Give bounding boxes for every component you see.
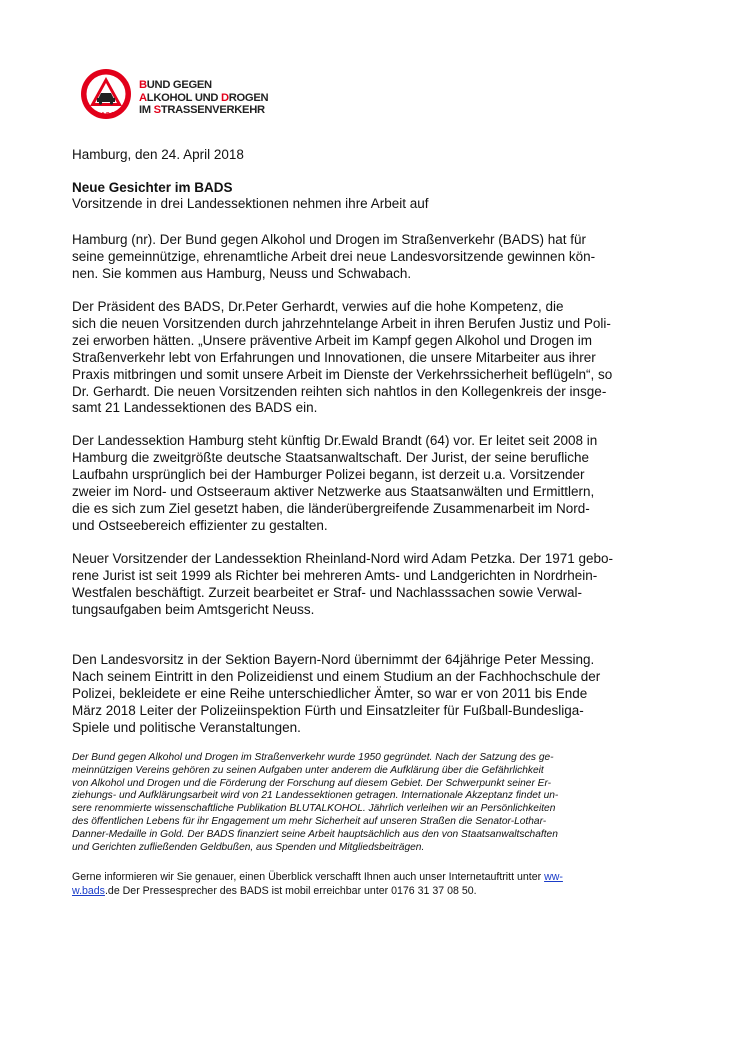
- text-line: Nach seinem Eintritt in den Polizeidienst und einem Studium an der Fachhochschule der: [72, 668, 601, 684]
- text-line: Laufbahn ursprünglich bei der Hamburger Polizei begann, ist derzeit u.a. Vorsitzender: [72, 466, 585, 482]
- logo-line: IM STRASSENVERKEHR: [139, 104, 265, 117]
- logo-line: ALKOHOL UND DROGEN: [139, 91, 269, 104]
- subheadline: Vorsitzende in drei Landessektionen nehmen ihre Arbeit auf: [72, 196, 429, 211]
- text-line: und Gerichten zufließenden Geldbußen, aus Spenden und Mitgliedsbeiträgen.: [72, 841, 425, 853]
- logo-line: BUND GEGEN: [139, 79, 212, 91]
- text-line: Spiele und politische Veranstaltungen.: [72, 719, 301, 735]
- text-line: Hamburg die zweitgrößte deutsche Staatsanwaltschaft. Der Jurist, der seine berufliche: [72, 449, 590, 465]
- text-line: Der Landessektion Hamburg steht künftig Dr.Ewald Brandt (64) vor. Er leitet seit 2008 in: [72, 433, 598, 448]
- paragraph: [72, 433, 682, 534]
- website-link[interactable]: w.bads: [72, 884, 105, 897]
- dateline: Hamburg, den 24. April 2018: [72, 147, 244, 162]
- text-line: die es sich zum Ziel gesetzt haben, die länderübergreifende Zusammenarbeit im Nord-: [72, 500, 590, 516]
- text-line: Praxis mitbringen und somit unsere Arbeit im Dienste der Verkehrssicherheit beflügeln“, so: [72, 366, 613, 382]
- contact-info: [72, 871, 563, 898]
- text-line: rene Jurist ist seit 1999 als Richter bei mehreren Amts- und Landgerichten in Nordrhein-: [72, 567, 598, 583]
- logo-wordmark: [139, 79, 268, 117]
- paragraph: [72, 299, 682, 417]
- text-line: nen. Sie kommen aus Hamburg, Neuss und Schwabach.: [72, 265, 412, 281]
- text-line: zweier im Nord- und Ostseeraum aktiver Netzwerke aus Staatsanwälten und Ermittlern,: [72, 483, 595, 499]
- text-line: von Alkohol und Drogen und die Förderung der Forschung auf diesem Gebiet. Der Schwerpunkt seiner Er-: [72, 777, 552, 789]
- text-line: Polizei, bekleidete er eine Reihe unterschiedlicher Ämter, so war er von 2011 bis Ende: [72, 685, 588, 701]
- text-line: sich die neuen Vorsitzenden durch jahrzehntelange Arbeit in ihren Berufen Justiz und Poli-: [72, 315, 611, 331]
- text-line: Neuer Vorsitzender der Landessektion Rheinland-Nord wird Adam Petzka. Der 1971 gebo-: [72, 551, 614, 566]
- paragraph: [72, 232, 682, 283]
- text-line: Den Landesvorsitz in der Sektion Bayern-Nord übernimmt der 64jährige Peter Messing.: [72, 652, 595, 667]
- headline: Neue Gesichter im BADS: [72, 180, 233, 195]
- text-line: Dr. Gerhardt. Die neuen Vorsitzenden reihten sich nahtlos in den Kollegenkreis der insge-: [72, 383, 607, 399]
- paragraph: [72, 551, 682, 619]
- emblem-text: B.A.D.S.: [96, 112, 116, 118]
- text-line: und Ostseebereich effizienter zu gestalten.: [72, 517, 328, 533]
- text-line: Der Bund gegen Alkohol und Drogen im Straßenverkehr wurde 1950 gegründet. Nach der Satzung des ge-: [72, 752, 554, 763]
- text-line: März 2018 Leiter der Polizeiinspektion Fürth und Einsatzleiter für Fußball-Bundesliga-: [72, 702, 584, 718]
- text-line: sere renommierte wissenschaftliche Publikation BLUTALKOHOL. Jährlich verleihen wir an Persönlichkeiten: [72, 803, 556, 815]
- website-link[interactable]: ww-: [544, 871, 563, 883]
- bads-logo: [78, 66, 288, 124]
- text-line: seine gemeinnützige, ehrenamtliche Arbeit drei neue Landesvorsitzende gewinnen kön-: [72, 248, 596, 264]
- text-line: Westfalen beschäftigt. Zurzeit bearbeitet er Straf- und Nachlasssachen sowie Verwal-: [72, 584, 583, 600]
- text-line: Hamburg (nr). Der Bund gegen Alkohol und Drogen im Straßenverkehr (BADS) hat für: [72, 232, 586, 247]
- text-line: tungsaufgaben beim Amtsgericht Neuss.: [72, 601, 315, 617]
- contact-text: .de Der Pressesprecher des BADS ist mobil erreichbar unter 0176 31 37 08 50.: [104, 884, 477, 897]
- text-line: zei erworben hätten. „Unsere präventive Arbeit im Kampf gegen Alkohol und Drogen im: [72, 332, 593, 348]
- paragraph: [72, 652, 682, 737]
- text-line: meinnützigen Vereins gehören zu seinen Aufgaben unter anderem die Aufklärung über die Gefährlichkeit: [72, 764, 544, 776]
- text-line: Straßenverkehr lebt von Erfahrungen und Innovationen, die unsere Mitarbeiter aus ihrer: [72, 349, 596, 365]
- bads-emblem-icon: [78, 66, 134, 124]
- text-line: des öffentlichen Lebens für ihr Engagement um mehr Sicherheit auf unseren Straßen die Senator-Lothar-: [72, 815, 547, 827]
- text-line: samt 21 Landessektionen des BADS ein.: [72, 400, 318, 416]
- text-line: ziehungs- und Aufklärungsarbeit wird von 21 Landessektionen getragen. Internationale Akzeptanz findet un-: [72, 790, 559, 802]
- text-line: Danner-Medaille in Gold. Der BADS finanziert seine Arbeit hauptsächlich aus den von Staatsanwaltschaften: [72, 828, 558, 840]
- text-line: Der Präsident des BADS, Dr.Peter Gerhardt, verwies auf die hohe Kompetenz, die: [72, 299, 564, 314]
- about-bads-note: [72, 752, 672, 854]
- contact-text: Gerne informieren wir Sie genauer, einen Überblick verschafft Ihnen auch unser Internetauftritt unter: [72, 871, 545, 883]
